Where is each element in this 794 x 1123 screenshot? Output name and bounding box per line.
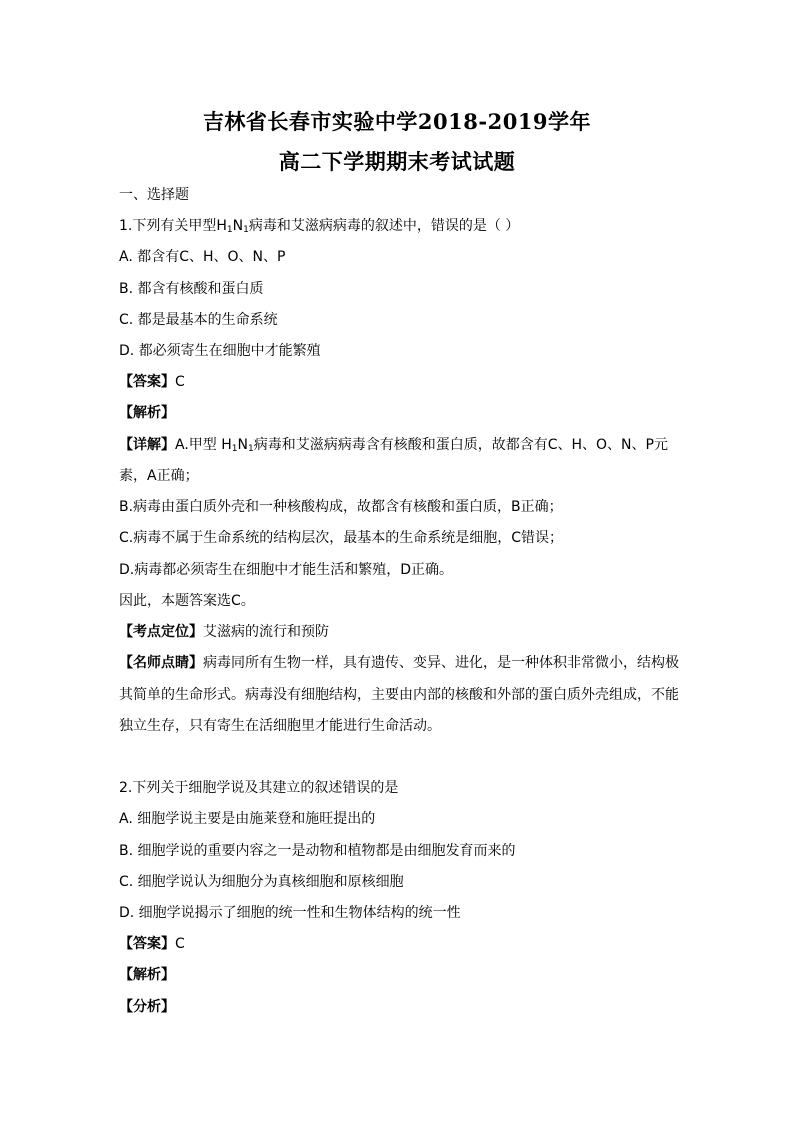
- question-1-option-c: C. 都是最基本的生命系统: [119, 312, 278, 328]
- question-1-detail-line1: [119, 435, 689, 455]
- detail-line1-end: 病毒和艾滋病病毒含有核酸和蛋白质，故都含有C、H、O、N、P元: [253, 437, 668, 453]
- mingshi-label: 【名师点睛】: [119, 655, 203, 671]
- question-1-analysis-label: 【解析】: [119, 405, 175, 421]
- question-1-detail-line4: C.病毒不属于生命系统的结构层次，最基本的生命系统是细胞，C错误；: [119, 530, 563, 546]
- detail-line1-start: A.甲型: [175, 437, 222, 453]
- question-1-option-a: A. 都含有C、H、O、N、P: [119, 249, 286, 265]
- question-1-option-d: D. 都必须寄生在细胞中才能繁殖: [119, 343, 321, 359]
- section-heading: 一、选择题: [119, 187, 189, 203]
- virus-subscript-2: 1: [247, 444, 254, 454]
- question-2-option-d: D. 细胞学说揭示了细胞的统一性和生物体结构的统一性: [119, 905, 461, 921]
- virus-subscript-1: 1: [231, 444, 238, 454]
- virus-subscript-2: 1: [243, 225, 249, 235]
- virus-subscript-1: 1: [226, 225, 233, 235]
- virus-h: H: [221, 437, 232, 453]
- document-title-line1: 吉林省长春市实验中学2018-2019学年: [202, 109, 592, 134]
- question-1-mingshi-line3: 独立生存，只有寄生在活细胞里才能进行生命活动。: [119, 718, 441, 734]
- detail-label: 【详解】: [119, 437, 175, 453]
- virus-n: N: [232, 218, 244, 234]
- question-2-option-b: B. 细胞学说的重要内容之一是动物和植物都是由细胞发育而来的: [119, 843, 516, 859]
- question-2-option-c: C. 细胞学说认为细胞分为真核细胞和原核细胞: [119, 874, 404, 890]
- kaodian-value: 艾滋病的流行和预防: [203, 624, 329, 640]
- question-1-stem: [119, 216, 689, 236]
- answer-label: 【答案】: [119, 936, 175, 952]
- question-1-conclusion: 因此，本题答案选C。: [119, 593, 255, 609]
- document-title-line2: 高二下学期期末考试试题: [278, 149, 516, 174]
- answer-label: 【答案】: [119, 374, 175, 390]
- question-2-analysis-label: 【解析】: [119, 967, 175, 983]
- question-1-stem-end: 病毒和艾滋病病毒的叙述中，错误的是（ ）: [248, 218, 520, 234]
- question-1-detail-line3: B.病毒由蛋白质外壳和一种核酸构成，故都含有核酸和蛋白质，B正确；: [119, 499, 563, 515]
- answer-value: C: [175, 374, 185, 390]
- question-1-mingshi-line2: 其简单的生命形式。病毒没有细胞结构，主要由内部的核酸和外部的蛋白质外壳组成，不能: [119, 687, 679, 703]
- virus-n: N: [237, 437, 248, 453]
- question-1-answer: [119, 372, 689, 392]
- question-2-answer: [119, 934, 689, 954]
- question-1-kaodian: [119, 622, 689, 642]
- virus-h: H: [216, 218, 227, 234]
- question-2-option-a: A. 细胞学说主要是由施莱登和施旺提出的: [119, 811, 376, 827]
- question-1-detail-line2: 素，A正确；: [119, 468, 199, 484]
- answer-value: C: [175, 936, 185, 952]
- mingshi-text: 病毒同所有生物一样，具有遗传、变异、进化，是一种体积非常微小，结构极: [203, 655, 679, 671]
- kaodian-label: 【考点定位】: [119, 624, 203, 640]
- question-1-option-b: B. 都含有核酸和蛋白质: [119, 281, 264, 297]
- question-2-stem: 2.下列关于细胞学说及其建立的叙述错误的是: [119, 780, 399, 796]
- question-1-stem-start: 1.下列有关甲型: [119, 218, 217, 234]
- question-1-detail-line5: D.病毒都必须寄生在细胞中才能生活和繁殖，D正确。: [119, 562, 454, 578]
- question-2-fenxi-label: 【分析】: [119, 999, 175, 1015]
- question-1-mingshi-line1: [119, 653, 689, 673]
